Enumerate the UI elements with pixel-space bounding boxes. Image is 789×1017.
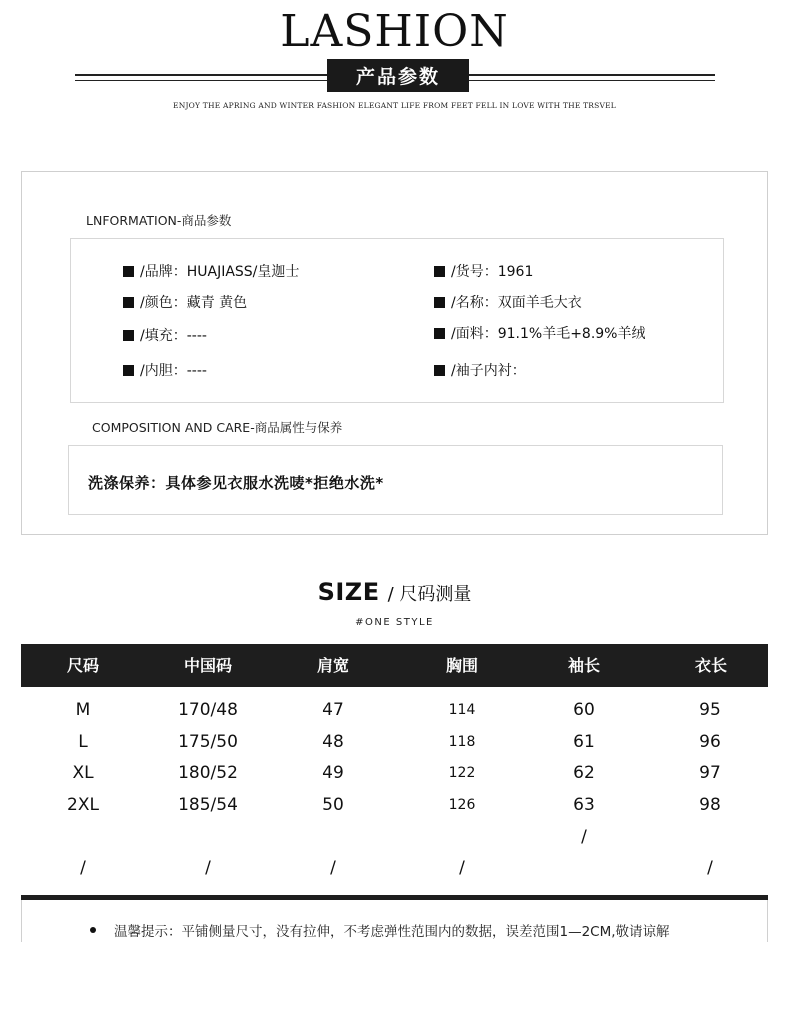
table-cell: 63 xyxy=(573,795,595,815)
table-cell: 97 xyxy=(699,763,721,783)
square-bullet-icon xyxy=(434,328,445,339)
param-color: /颜色：藏青 黄色 xyxy=(123,292,247,312)
param-name: /名称：双面羊毛大衣 xyxy=(434,292,582,312)
size-note: 温馨提示：平铺侧量尺寸，没有拉伸，不考虑弹性范围内的数据，误差范围1—2CM,敬请谅解 xyxy=(90,920,670,940)
square-bullet-icon xyxy=(123,365,134,376)
table-cell: / xyxy=(80,858,86,878)
style-tag: #ONE STYLE xyxy=(355,617,434,628)
table-cell: 185/54 xyxy=(178,795,238,815)
header-length: 衣长 xyxy=(694,656,727,675)
header-chest: 胸围 xyxy=(445,656,478,675)
param-filling: /填充：---- xyxy=(123,325,207,345)
header-shoulder: 肩宽 xyxy=(316,656,349,675)
param-brand: /品牌：HUAJIASS/皇迦士 xyxy=(123,261,299,281)
table-cell: 114 xyxy=(448,702,476,718)
params-box xyxy=(70,238,724,403)
table-cell: 170/48 xyxy=(178,700,238,720)
param-lining: /内胆：---- xyxy=(123,360,207,380)
table-cell: 48 xyxy=(322,732,344,752)
table-cell: 98 xyxy=(699,795,721,815)
note-box xyxy=(21,900,768,942)
param-item-number: /货号：1961 xyxy=(434,261,533,281)
square-bullet-icon xyxy=(434,365,445,376)
header-sleeve: 袖长 xyxy=(567,656,600,675)
size-table-header xyxy=(21,644,768,687)
info-panel xyxy=(21,171,768,535)
table-cell: 118 xyxy=(448,734,476,750)
header-size: 尺码 xyxy=(66,656,99,675)
square-bullet-icon xyxy=(434,266,445,277)
square-bullet-icon xyxy=(434,297,445,308)
section-badge: 产品参数 xyxy=(327,59,469,92)
table-cell: 47 xyxy=(322,700,344,720)
table-cell: 49 xyxy=(322,763,344,783)
param-sleeve-lining: /袖子内衬： xyxy=(434,360,526,380)
table-cell: L xyxy=(78,732,88,752)
bullet-dot-icon xyxy=(90,927,96,933)
information-section-title: LNFORMATION-商品参数 xyxy=(86,213,232,228)
table-cell: / xyxy=(581,827,587,847)
care-box xyxy=(68,445,723,515)
care-section-title: COMPOSITION AND CARE-商品属性与保养 xyxy=(92,420,343,435)
square-bullet-icon xyxy=(123,297,134,308)
table-cell: XL xyxy=(72,763,94,783)
care-text: 洗涤保养：具体参见衣服水洗唛*拒绝水洗* xyxy=(88,474,384,492)
table-cell: 60 xyxy=(573,700,595,720)
table-cell: 50 xyxy=(322,795,344,815)
table-cell: 2XL xyxy=(67,795,99,815)
param-fabric: /面料：91.1%羊毛+8.9%羊绒 xyxy=(434,323,646,343)
table-cell: / xyxy=(459,858,465,878)
table-cell: 175/50 xyxy=(178,732,238,752)
size-subheading: / 尺码测量 xyxy=(387,584,472,605)
table-cell: 122 xyxy=(448,765,476,781)
table-cell: 126 xyxy=(448,797,476,813)
table-cell: 62 xyxy=(573,763,595,783)
table-cell: 180/52 xyxy=(178,763,238,783)
table-cell: 61 xyxy=(573,732,595,752)
tagline: ENJOY THE APRING AND WINTER FASHION ELEGANT LIFE FROM FEET FELL IN LOVE WITH THE TRSVEL xyxy=(173,101,616,110)
table-cell: M xyxy=(75,700,91,720)
table-cell: 96 xyxy=(699,732,721,752)
size-heading: SIZE xyxy=(317,578,380,606)
table-cell: / xyxy=(205,858,211,878)
brand-title: LASHION xyxy=(280,6,509,57)
header-china-size: 中国码 xyxy=(183,656,232,675)
table-cell: 95 xyxy=(699,700,721,720)
square-bullet-icon xyxy=(123,266,134,277)
table-cell: / xyxy=(707,858,713,878)
square-bullet-icon xyxy=(123,330,134,341)
table-cell: / xyxy=(330,858,336,878)
size-title xyxy=(0,578,789,606)
